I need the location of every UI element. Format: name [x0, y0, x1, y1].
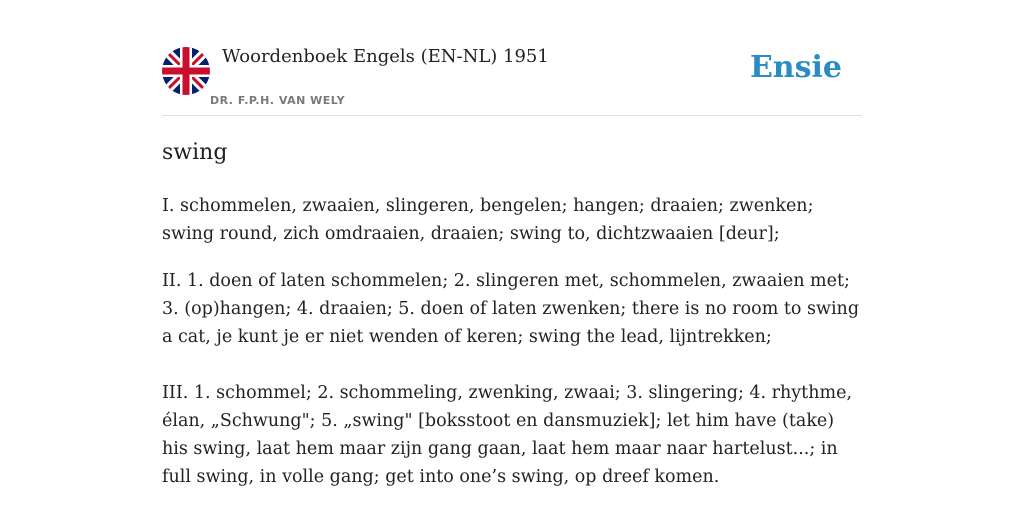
- definition-3: III. 1. schommel; 2. schommeling, zwenking, zwaai; 3. slingering; 4. rhythme, élan, „Schwung"; 5. „swing" [boksstoot en dansmuziek]; let him have (take) his swing, laat hem maar zijn gang gaan, laat hem maar naar hartelust...; in full swing, in volle gang; get into one’s swing, op dreef komen.: [162, 383, 853, 487]
- entry-headword: swing: [162, 140, 228, 165]
- dictionary-author: DR. F.P.H. VAN WELY: [210, 94, 346, 107]
- definition-1: I. schommelen, zwaaien, slingeren, bengelen; hangen; draaien; zwenken; swing round, zich omdraaien, draaien; swing to, dichtzwaaien [deur];: [162, 196, 814, 244]
- dictionary-header: [162, 40, 862, 115]
- uk-flag-icon: [162, 47, 210, 95]
- header-divider: [162, 115, 862, 116]
- ensie-logo[interactable]: Ensie: [749, 50, 842, 85]
- definition-2: II. 1. doen of laten schommelen; 2. slingeren met, schommelen, zwaaien met; 3. (op)hangen; 4. draaien; 5. doen of laten zwenken; there is no room to swing a cat, je kunt je er niet wenden of keren; swing the lead, lijntrekken;: [162, 271, 860, 347]
- dictionary-title[interactable]: Woordenboek Engels (EN-NL) 1951: [222, 46, 549, 67]
- entry-definitions: [162, 192, 864, 491]
